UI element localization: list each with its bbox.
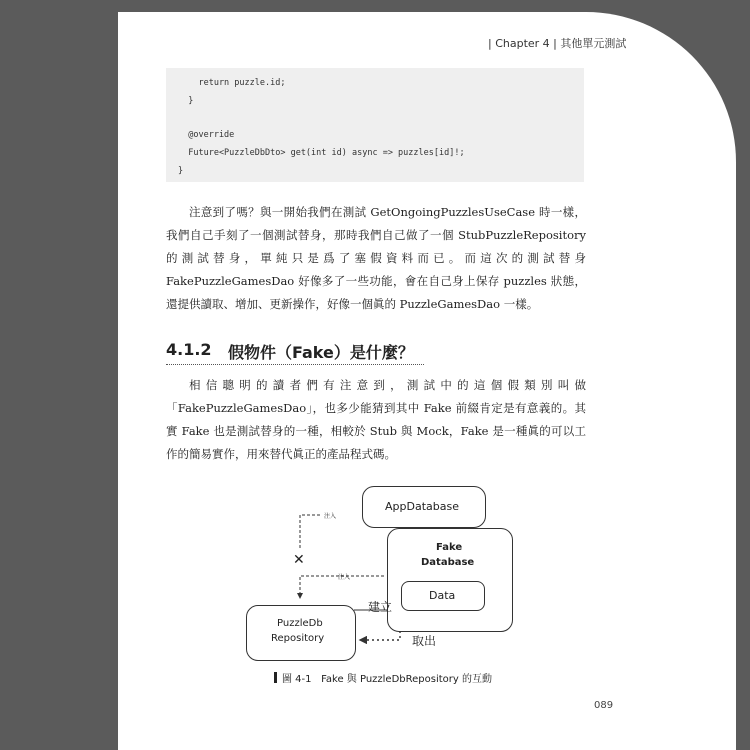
code-line: } — [178, 96, 194, 106]
code-line: return puzzle.id; — [178, 78, 286, 88]
caption-text: Fake 與 PuzzleDbRepository 的互動 — [321, 674, 492, 685]
inject-label-top: 注入 — [324, 513, 337, 520]
figure-caption — [274, 670, 492, 685]
repository-label-line2: Repository — [271, 633, 325, 644]
code-block — [166, 68, 584, 182]
fake-database-box — [387, 528, 513, 632]
code-line: Future<PuzzleDbDto> get(int id) async => puzzles[id]!; — [178, 148, 465, 158]
section-number: 4.1.2 — [166, 340, 212, 359]
inject-label-bottom: 注入 — [338, 574, 351, 581]
repository-label-line1: PuzzleDb — [277, 618, 323, 629]
caption-bar — [274, 672, 277, 683]
section-heading — [166, 334, 424, 365]
fake-database-label-line2: Database — [421, 557, 475, 568]
fake-database-label-line1: Fake — [436, 542, 463, 553]
body-paragraph: 相信聰明的讀者們有注意到，測試中的這個假類別叫做「FakePuzzleGamesDao」，也多少能猜到其中 Fake 前綴肯定是有意義的。其實 Fake 也是測試替身的一種，相較於 Stub 與 Mock，Fake 是一種眞的可以工作的簡易實作，用來替代眞正的產品程式碼。 — [166, 378, 586, 461]
interaction-diagram — [240, 480, 520, 670]
section-title: 假物件（Fake）是什麼？ — [228, 343, 414, 362]
code-line: } — [178, 166, 184, 176]
inject-arrow-top — [300, 515, 320, 550]
data-box — [401, 581, 485, 611]
blocked-x-mark: ✕ — [293, 552, 305, 568]
create-label: 建立 — [368, 600, 393, 614]
running-header: | Chapter 4 | 其他單元測試 — [488, 37, 627, 50]
page-number: 089 — [594, 700, 614, 711]
app-database-box — [362, 486, 486, 528]
caption-label: 圖 4-1 — [282, 674, 312, 685]
code-line: @override — [178, 130, 235, 140]
data-label: Data — [429, 589, 456, 602]
retrieve-label: 取出 — [412, 634, 437, 648]
app-database-label: AppDatabase — [385, 500, 459, 513]
puzzle-db-repository-box — [246, 605, 356, 661]
body-paragraph: 注意到了嗎？與一開始我們在測試 GetOngoingPuzzlesUseCase 時一樣，我們自己手刻了一個測試替身，那時我們自己做了一個 StubPuzzleRepository 的測試替身，單純只是爲了塞假資料而已。而這次的測試替身 FakePuzzleGamesDao 好像多了一些功能，會在自己身上保存 puzzles 狀態，還提供讀取、增加、更新操作，好像一個眞的 PuzzleGamesDao 一樣。 — [166, 205, 586, 311]
